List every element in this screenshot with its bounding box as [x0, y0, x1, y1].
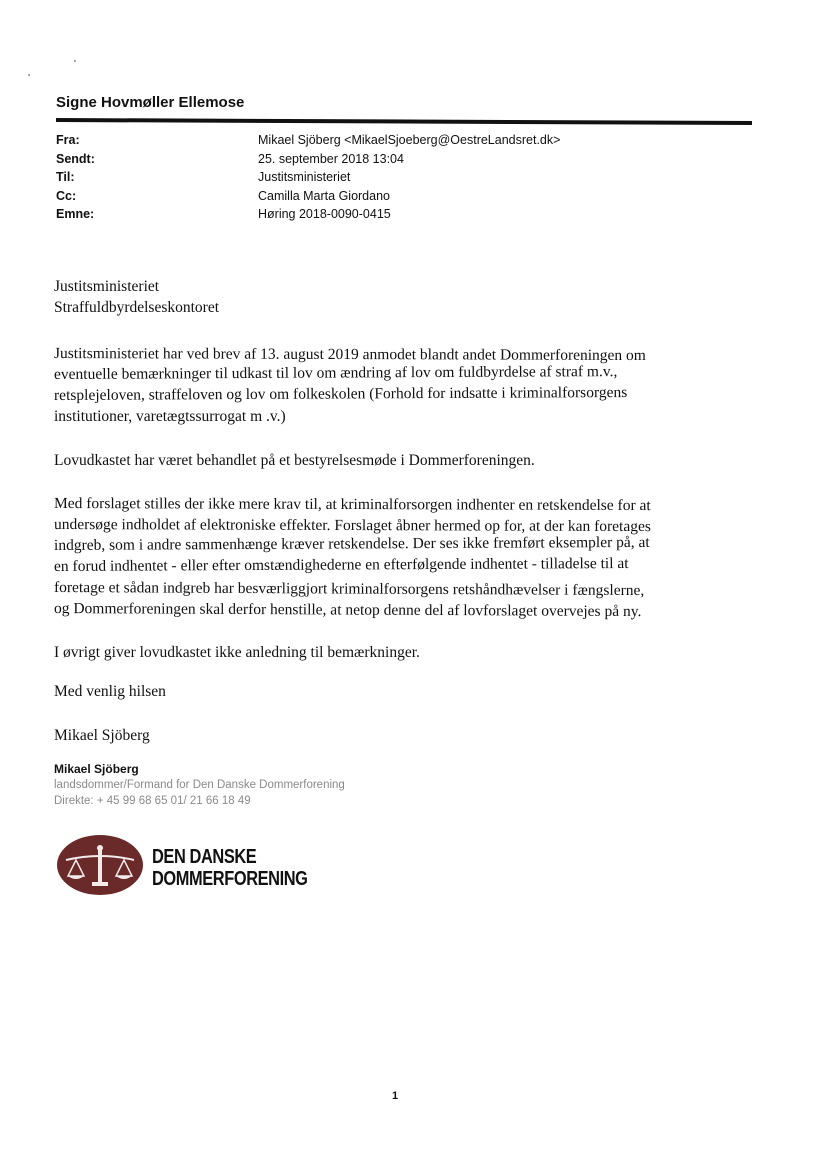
body-paragraph [54, 343, 754, 427]
page-number: 1 [392, 1090, 399, 1102]
text-line: Med venlig hilsen [54, 683, 166, 700]
text-line: I øvrigt giver lovudkastet ikke anledning til bemærkninger. [54, 644, 420, 661]
text-line: indgreb, som i andre sammenhænge kræver retskendelse. Der ses ikke fremført eksempler på, at [53, 533, 650, 554]
recipient-line: Justitsministeriet [54, 278, 160, 295]
header-value: Camilla Marta Giordano [258, 188, 390, 203]
mailbox-owner-name: Signe Hovmøller Ellemose [56, 94, 245, 111]
header-row-sent [56, 152, 756, 171]
text-line: institutioner, varetægtssurrogat m .v.) [54, 408, 286, 425]
recipient-address [54, 276, 754, 318]
text-line: Med forslaget stilles der ikke mere krav til, at kriminalforsorgen indhenter en retskendelse for at [53, 495, 651, 515]
header-value: Høring 2018-0090-0415 [258, 207, 391, 221]
body-paragraph [54, 450, 754, 471]
header-value: Justitsministeriet [258, 170, 351, 184]
closing-name [54, 725, 754, 746]
text-line: Mikael Sjöberg [54, 727, 150, 744]
email-header [56, 133, 756, 226]
text-line: Lovudkastet har været behandlet på et bestyrelsesmøde i Dommerforeningen. [54, 452, 535, 469]
signature-title: landsdommer/Formand for Den Danske Dommerforening [54, 779, 345, 791]
signature-phone: Direkte: + 45 99 68 65 01/ 21 66 18 49 [54, 795, 251, 807]
header-row-to [56, 170, 756, 189]
text-line: retsplejeloven, straffeloven og lov om folkeskolen (Forhold for indsatte i kriminalforsorgens [53, 383, 628, 404]
header-label: Fra: [56, 133, 80, 147]
text-line: Justitsministeriet har ved brev af 13. august 2019 anmodet blandt andet Dommerforeningen om [53, 345, 646, 365]
text-line: en forud indhentet - eller efter omstændighederne en efterfølgende indhentet - tilladelse til at [53, 554, 629, 575]
header-row-subject [56, 207, 756, 226]
header-label: Sendt: [56, 151, 95, 166]
header-label: Cc: [56, 188, 77, 203]
scan-speck [74, 60, 76, 62]
header-label: Emne: [56, 207, 95, 221]
logo-text-line: DOMMERFORENING [152, 868, 308, 890]
body-paragraph [54, 642, 754, 663]
signature-name: Mikael Sjöberg [54, 762, 139, 776]
header-row-cc [56, 189, 756, 208]
header-value: Mikael Sjöberg <MikaelSjoeberg@OestreLandsret.dk> [258, 133, 561, 147]
body-paragraph [54, 493, 754, 619]
text-line: og Dommerforeningen skal derfor henstille, at netop denne del af lovforslaget overvejes på ny. [53, 600, 642, 621]
recipient-line: Straffuldbyrdelseskontoret [54, 299, 220, 316]
header-value: 25. september 2018 13:04 [258, 151, 404, 166]
logo-text-line: DEN DANSKE [152, 846, 257, 868]
closing-salutation [54, 681, 754, 702]
text-line: eventuelle bemærkninger til udkast til lov om ændring af lov om fuldbyrdelse af straf m.v., [53, 363, 618, 383]
header-divider [56, 118, 752, 125]
header-label: Til: [56, 170, 75, 184]
text-line: undersøge indholdet af elektroniske effekter. Forslaget åbner hermed op for, at der kan foretages [53, 516, 651, 536]
header-row-from [56, 133, 756, 152]
text-line: foretage et sådan indgreb har besværliggjort kriminalforsorgens retshåndhævelser i fængslerne, [53, 579, 645, 600]
scan-speck [28, 74, 30, 76]
